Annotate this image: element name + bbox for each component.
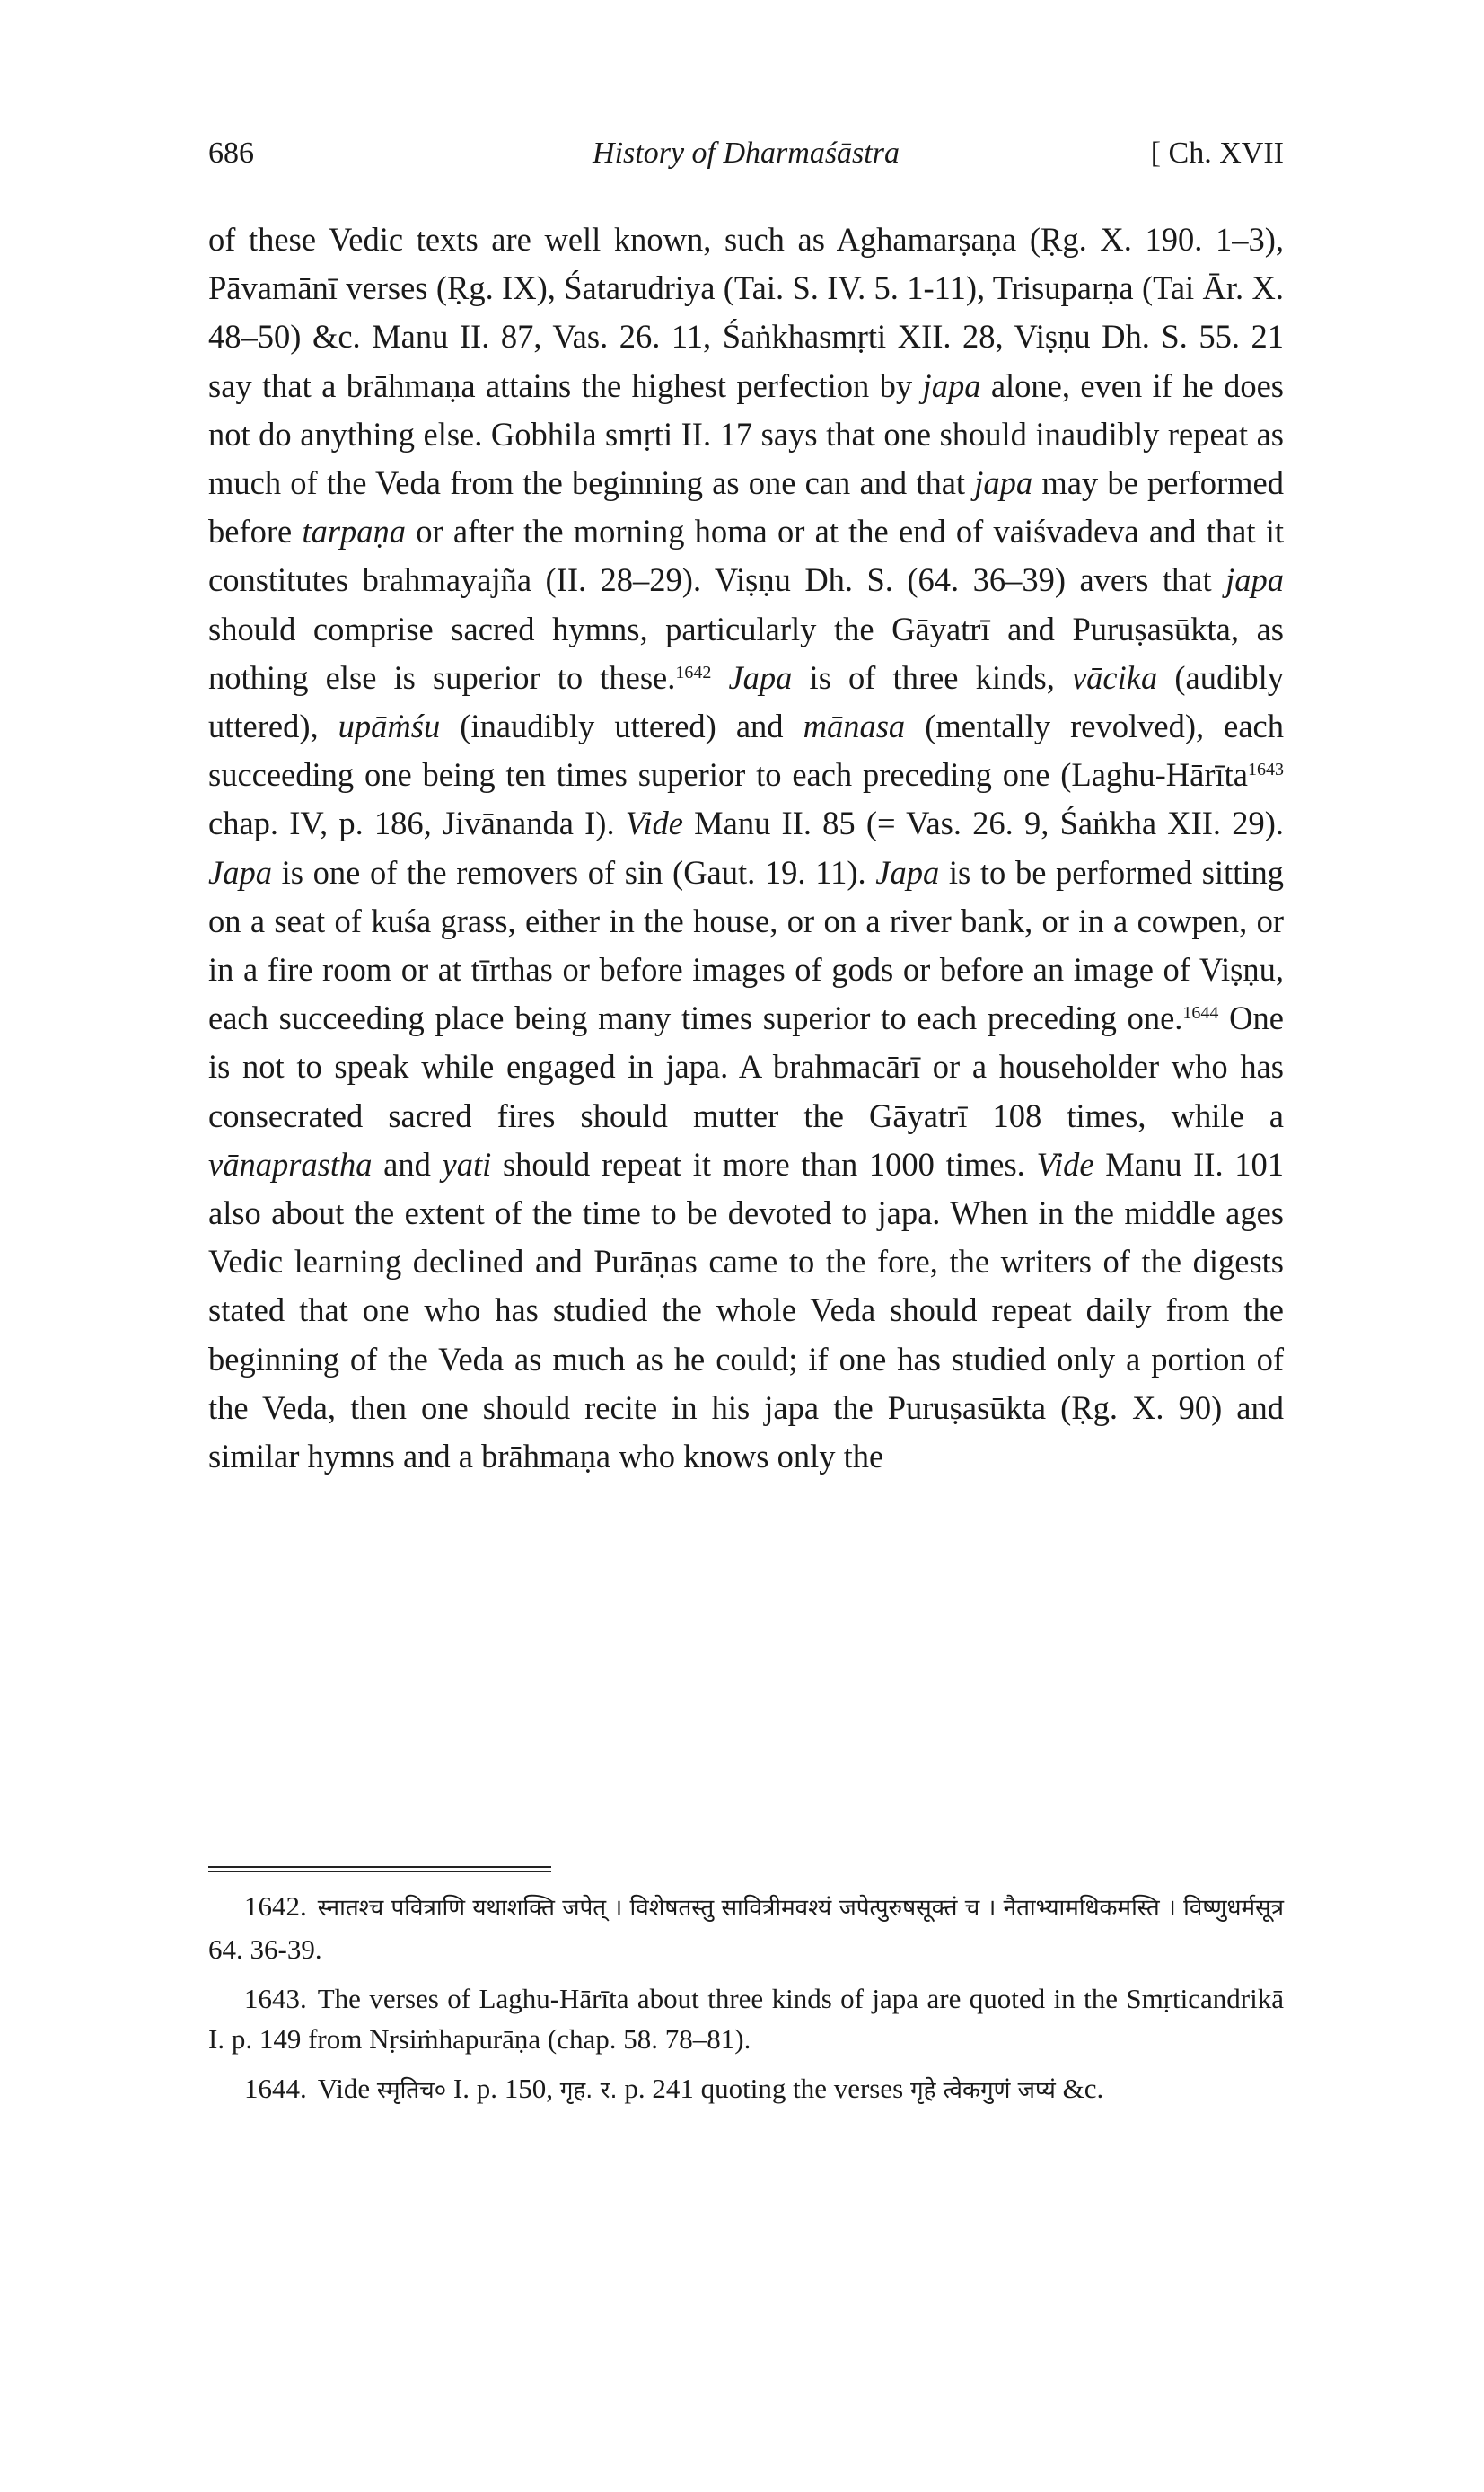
body-paragraph xyxy=(208,216,1284,1481)
italic-term: japa xyxy=(1225,561,1284,599)
text-run: chap. IV, p. 186, Jivānanda I). xyxy=(208,805,626,842)
text-run: is of three kinds, xyxy=(792,658,1072,696)
text-run: I. p. 150, xyxy=(446,2073,560,2104)
text-run: (audibly uttered), xyxy=(208,658,1284,745)
italic-term: Vide xyxy=(625,805,683,842)
text-run: Manu II. 101 also about the extent of the time to be devoted to japa. When in the middle ages Vedic learning declined and Purāṇas came to the fore, the writers of the digests stated that one who has studied the whole Veda should repeat daily from the beginning of the Veda as much as he could; if one has studied only a portion of the Veda, then one should recite in his japa the Puruṣasūkta (Ṛg. X. 90) and similar hymns and a brāhmaṇa who knows only the xyxy=(208,1145,1284,1475)
text-run: or after the morning homa or at the end of vaiśvadeva and that it constitutes brahmayajña (II. 28–29). Viṣṇu Dh. S. (64. 36–39) avers that xyxy=(208,513,1284,599)
text-run: is to be performed sitting on a seat of kuśa grass, either in the house, or on a river bank, or in a cowpen, or in a fire room or at tīrthas or before images of gods or before an image of Viṣṇu, each succeeding place being many times superior to each preceding one. xyxy=(208,853,1284,1037)
footnote-divider-secondary xyxy=(208,1871,551,1872)
italic-term: Japa xyxy=(728,658,793,696)
sanskrit-abbrev: स्मृतिच० xyxy=(376,2077,447,2104)
main-text xyxy=(208,216,1284,1481)
text-run: Manu II. 85 (= Vas. 26. 9, Śaṅkha XII. 29). xyxy=(682,805,1284,842)
text-run: should comprise sacred hymns, particularly the Gāyatrī and Puruṣasūkta, as nothing else is superior to these. xyxy=(208,610,1284,696)
footnote-number: 1642. xyxy=(244,1890,307,1922)
footnote-1644 xyxy=(208,2068,1284,2111)
footnote-ref-1644[interactable]: 1644 xyxy=(1182,1003,1219,1024)
sanskrit-abbrev: गृह. र. xyxy=(559,2077,618,2104)
running-header xyxy=(208,136,1284,181)
footnote-1643 xyxy=(208,1978,1284,2059)
footnote-divider xyxy=(208,1866,551,1868)
text-run: (inaudibly uttered) and xyxy=(440,708,803,745)
text-run: and xyxy=(372,1145,443,1183)
italic-term: Japa xyxy=(208,853,272,891)
italic-term: Japa xyxy=(875,853,940,891)
footnote-number: 1643. xyxy=(244,1983,307,2014)
italic-term: upāṁśu xyxy=(338,708,441,745)
footnote-number: 1644. xyxy=(244,2073,307,2104)
text-run: (mentally revolved), each succeeding one being ten times superior to each preceding one (Laghu-Hārīta xyxy=(208,708,1284,794)
text-run: of these Vedic texts are well known, such as Aghamarṣaṇa (Ṛg. X. 190. 1–3), Pāvamānī verses (Ṛg. IX), Śatarudriya (Tai. S. IV. 5. 1-11), Trisuparṇa (Tai Ār. X. 48–50) &c. Manu II. 87, Vas. 26. 11, Śaṅkhasmṛti XII. 28, Viṣṇu Dh. S. 55. 21 say that a brāhmaṇa attains the highest perfection by xyxy=(208,221,1284,404)
text-run: Vide xyxy=(317,2073,377,2104)
italic-term: vānaprastha xyxy=(208,1145,373,1183)
italic-term: vācika xyxy=(1071,658,1158,696)
text-run: p. 241 quoting the verses xyxy=(617,2073,910,2104)
text-run: 64. 36-39. xyxy=(208,1933,322,1965)
sanskrit-quote: गृहे त्वेकगुणं जप्यं xyxy=(909,2077,1056,2104)
italic-term: mānasa xyxy=(803,708,906,745)
text-run: is one of the removers of sin (Gaut. 19. 11). xyxy=(271,853,876,891)
text-run: One is not to speak while engaged in japa. A brahmacārī or a householder who has consecrated sacred fires should mutter the Gāyatrī 108 times, while a xyxy=(208,999,1284,1134)
italic-term: tarpaṇa xyxy=(302,513,407,550)
footnote-ref-1643[interactable]: 1643 xyxy=(1248,760,1284,780)
chapter-label: [ Ch. XVII xyxy=(1150,136,1284,170)
italic-term: japa xyxy=(922,366,981,404)
text-run: &c. xyxy=(1055,2073,1104,2104)
italic-term: japa xyxy=(974,464,1033,502)
page-number: 686 xyxy=(208,136,254,170)
italic-term: Vide xyxy=(1036,1145,1094,1183)
text-run: may be performed before xyxy=(208,464,1284,550)
sanskrit-quote: स्नातश्च पवित्राणि यथाशक्ति जपेत् । विशेषतस्तु सावित्रीमवश्यं जपेत्पुरुषसूक्तं च । नैताभ्यामधिकमस्ति । विष्णुधर्मसूत्र xyxy=(317,1895,1284,1922)
footnotes xyxy=(208,1886,1284,2120)
text-run: alone, even if he does not do anything else. Gobhila smṛti II. 17 says that one should inaudibly repeat as much of the Veda from the beginning as one can and that xyxy=(208,366,1285,502)
footnote-1642 xyxy=(208,1886,1284,1969)
text-run: should repeat it more than 1000 times. xyxy=(491,1145,1037,1183)
running-title: History of Dharmaśāstra xyxy=(593,136,900,170)
italic-term: yati xyxy=(442,1145,492,1183)
footnote-ref-1642[interactable]: 1642 xyxy=(675,662,712,682)
text-run: The verses of Laghu-Hārīta about three kinds of japa are quoted in the Smṛticandrikā I. p. 149 from Nṛsiṁhapurāṇa (chap. 58. 78–81). xyxy=(208,1983,1284,2055)
